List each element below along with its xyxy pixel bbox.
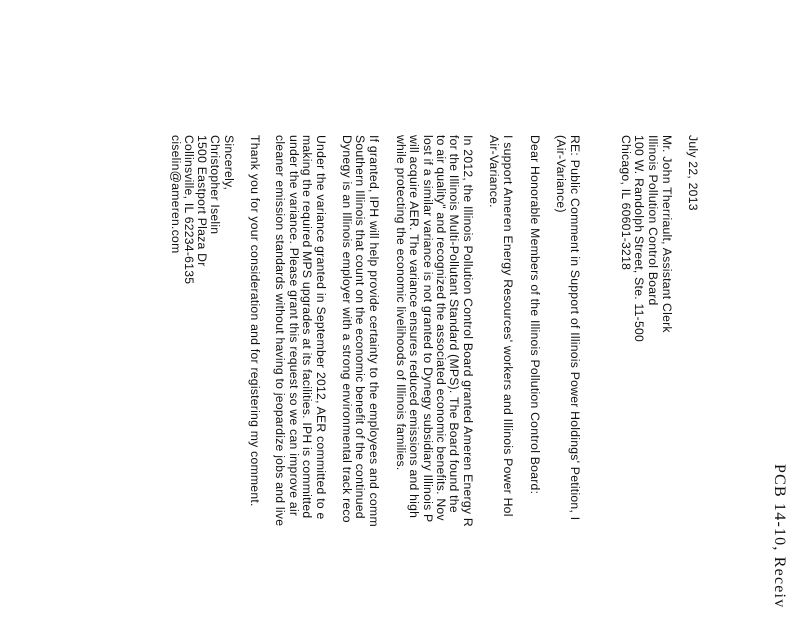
subject-line: RE: Public Comment in Support of Illinois Power Holdings' Petition, I — [568, 135, 582, 521]
addressee-line: Mr. John Therriault, Assistant Clerk — [660, 135, 674, 333]
paragraph-line: Air-Variance. — [487, 135, 501, 208]
paragraph-line: under the variance. Please grant this request so we can improve air — [287, 135, 301, 517]
addressee-line: Illinois Pollution Control Board — [646, 135, 660, 306]
addressee-line: 100 W. Randolph Street, Ste. 11-500 — [632, 135, 646, 343]
paragraph-line: Dynegy is an Illinois employer with a strong environmental track reco — [340, 135, 354, 523]
addressee-line: Chicago, IL 60601-3218 — [619, 135, 633, 271]
paragraph-line: I support Ameren Energy Resources' workers and Illinois Power Hol — [501, 135, 515, 517]
paragraph-line: lost if a similar variance is not granted to Dynegy subsidiary Illinois P — [421, 135, 435, 523]
letter-date: July 22, 2013 — [686, 135, 700, 211]
salutation: Dear Honorable Members of the Illinois Pollution Control Board: — [528, 135, 542, 495]
paragraph-line: If granted, IPH will help provide certainty to the employees and comm — [367, 135, 381, 527]
paragraph-line: Under the variance granted in September 2012, AER committed to e — [314, 135, 328, 520]
paragraph-line: while protecting the economic livelihoods of Illinois families. — [394, 135, 408, 471]
signature-line: Sincerely, — [222, 135, 236, 191]
paragraph-line: Thank you for your consideration and for registering my comment. — [248, 135, 262, 507]
paragraph-line: In 2012, the Illinois Pollution Control Board granted Ameren Energy R — [461, 135, 475, 527]
docket-stamp: PCB 14-10, Receiv — [771, 464, 788, 609]
signature-line: Collinsville, IL 62234-6135 — [182, 135, 196, 285]
signature-line: 1500 Eastport Plaza Dr — [195, 135, 209, 267]
paragraph-line: making the required MPS upgrades at its facilities. IPH is committed — [300, 135, 314, 519]
subject-line: (Air-Variance) — [554, 135, 568, 213]
paragraph-line: will acquire AER. The variance ensures reduced emissions and high — [407, 135, 421, 519]
signature-line: Christopher Iselin — [208, 135, 222, 235]
paragraph-line: to air quality" and recognized the associated economic benefits. Nov — [434, 135, 448, 521]
signature-line: ciselin@ameren.com — [169, 135, 183, 254]
paragraph-line: for the Illinois Multi-Pollutant Standard (MPS). The Board found the — [447, 135, 461, 513]
paragraph-line: Southern Illinois that count on the economic benefit of the continued — [353, 135, 367, 519]
paragraph-line: cleaner emission standards without having to jeopardize jobs and live — [273, 135, 287, 527]
